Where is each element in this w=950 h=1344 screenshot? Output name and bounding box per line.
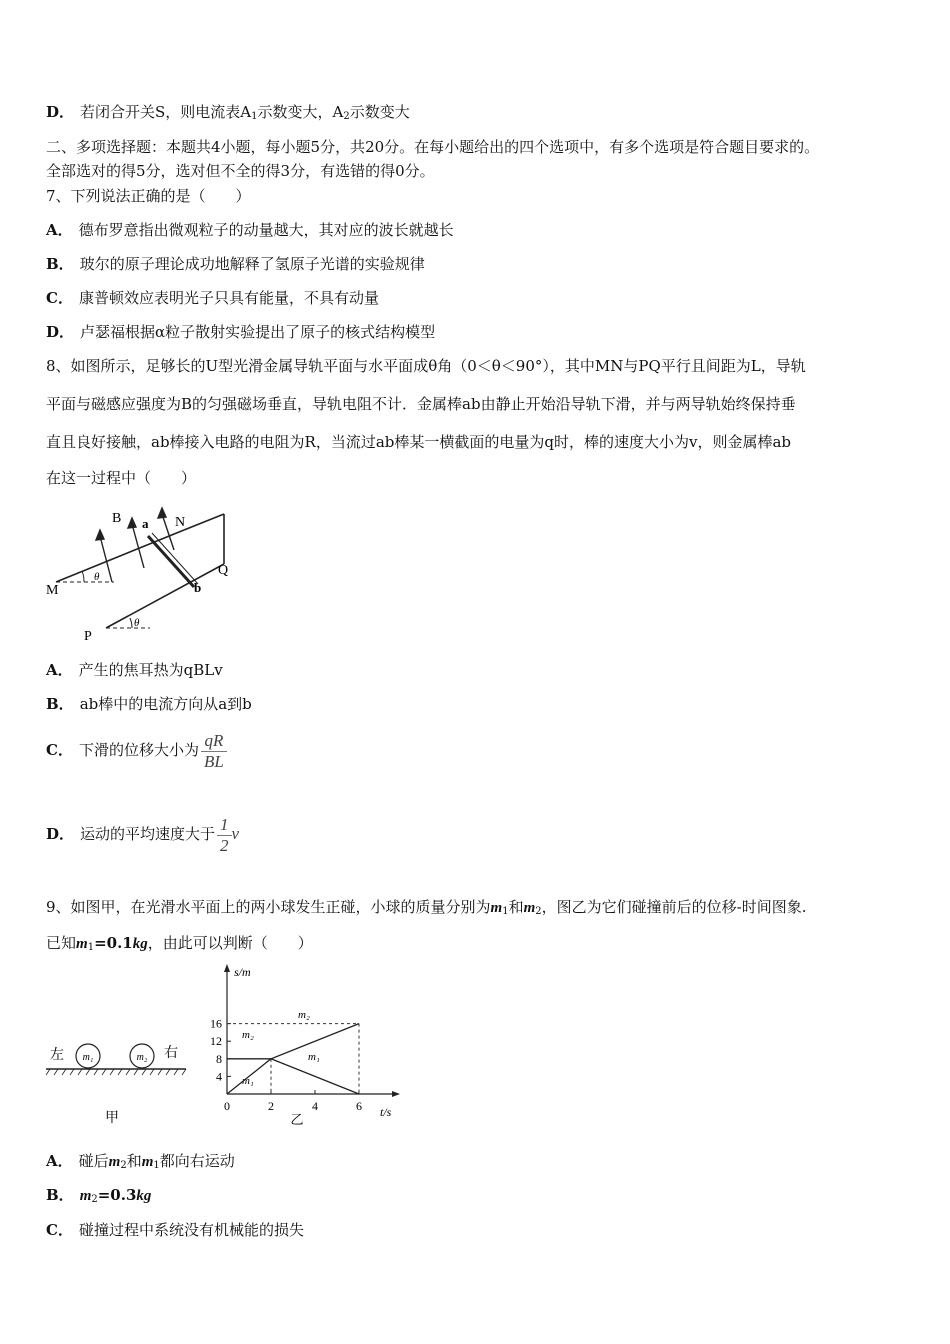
y-tick-label: 8 xyxy=(216,1051,222,1066)
mass-symbol: m xyxy=(108,1154,121,1170)
label-m: M xyxy=(46,583,59,598)
subscript: 1 xyxy=(87,942,95,953)
option-letter: C． xyxy=(46,741,73,759)
option-letter: A． xyxy=(46,1152,73,1170)
y-axis-label: s/m xyxy=(234,965,251,979)
x-tick-label: 0 xyxy=(224,1099,230,1113)
angle-arc-2 xyxy=(130,618,132,628)
caption-yi: 乙 xyxy=(290,1112,304,1127)
option-letter: B． xyxy=(46,1186,74,1204)
q7-option-a xyxy=(46,220,454,240)
mass-symbol: m xyxy=(76,936,88,952)
x-tick-label: 6 xyxy=(356,1099,362,1113)
caption-jia: 甲 xyxy=(105,1111,119,1125)
q8-option-d xyxy=(46,812,239,856)
q9-option-c xyxy=(46,1220,304,1240)
option-letter: C． xyxy=(46,1221,73,1239)
rail-pq xyxy=(106,564,224,628)
subscript: 2 xyxy=(343,111,350,122)
q9-st-chart xyxy=(200,962,410,1130)
stem-text: 9、如图甲，在光滑水平面上的两小球发生正碰，小球的质量分别为 xyxy=(46,898,491,916)
option-text: 示数变大，A xyxy=(257,103,344,121)
m1-after-label: m₁ xyxy=(308,1051,320,1063)
q8-stem-line3: 直且良好接触，ab棒接入电路的电阻为R，当流过ab棒某一横截面的电量为q时，棒的速度大小为v，则金属棒ab xyxy=(46,433,792,451)
label-p: P xyxy=(84,629,92,644)
subscript: 2 xyxy=(120,1160,127,1171)
option-text: 玻尔的原子理论成功地解释了氢原子光谱的实验规律 xyxy=(79,255,425,273)
x-axis-arrow xyxy=(392,1091,400,1097)
option-letter: D． xyxy=(46,825,75,843)
q9-option-a xyxy=(46,1151,235,1176)
option-letter: C． xyxy=(46,289,73,307)
option-text: 产生的焦耳热为qBLv xyxy=(78,661,223,679)
label-q: Q xyxy=(218,563,229,578)
fraction-denominator: BL xyxy=(203,751,224,771)
subscript: 2 xyxy=(91,1194,98,1205)
label-b-end: b xyxy=(194,580,202,595)
option-text: 若闭合开关S，则电流表A xyxy=(80,103,252,121)
section-heading-line2: 全部选对的得5分，选对但不全的得3分，有选错的得0分。 xyxy=(46,162,435,180)
option-text: 康普顿效应表明光子只具有能量，不具有动量 xyxy=(78,289,379,307)
y-tick-label: 4 xyxy=(216,1069,222,1084)
option-letter: A． xyxy=(46,221,73,239)
option-letter: B． xyxy=(46,695,74,713)
q9-option-b xyxy=(46,1185,151,1210)
unit: kg xyxy=(132,936,148,952)
rod-ab-edge xyxy=(152,533,198,584)
q7-option-b xyxy=(46,254,425,274)
label-n: N xyxy=(175,515,186,530)
q8-stem-line4: 在这一过程中（ ） xyxy=(46,469,197,487)
q8-option-b xyxy=(46,694,252,714)
option-letter: A． xyxy=(46,661,73,679)
fraction-denominator: 2 xyxy=(220,835,229,855)
mass-symbol: m xyxy=(490,900,503,916)
option-text: 和 xyxy=(126,1152,142,1170)
option-text: 卢瑟福根据α粒子散射实验提出了原子的核式结构模型 xyxy=(80,323,436,341)
stem-text: 已知 xyxy=(46,934,77,952)
mass-symbol: m xyxy=(141,1154,154,1170)
subscript: 1 xyxy=(502,906,509,917)
option-text: 碰撞过程中系统没有机械能的损失 xyxy=(78,1221,304,1239)
section-heading-line1: 二、多项选择题：本题共4小题，每小题5分，共20分。在每小题给出的四个选项中，有多个选项是符合题目要求的。 xyxy=(46,138,820,156)
fraction-one-half xyxy=(217,815,232,856)
option-text: 运动的平均速度大于 xyxy=(80,825,216,843)
stem-text: 和 xyxy=(508,898,524,916)
q8-rail-figure xyxy=(44,500,244,648)
mass-symbol: m xyxy=(79,1188,92,1204)
m2-after-label: m₂ xyxy=(298,1009,310,1021)
x-tick-label: 4 xyxy=(312,1099,318,1113)
angle-arc-1 xyxy=(82,571,84,582)
q8-option-c xyxy=(46,728,227,772)
label-theta-1: θ xyxy=(94,571,100,583)
stem-text: ，由此可以判断（ ） xyxy=(147,934,313,952)
q8-stem-line2: 平面与磁感应强度为B的匀强磁场垂直，导轨电阻不计．金属棒ab由静止开始沿导轨下滑，并与两导轨始终保持垂 xyxy=(46,395,796,413)
rail-mn-end xyxy=(184,514,224,530)
y-axis-arrow xyxy=(224,964,230,972)
option-text: 都向右运动 xyxy=(159,1152,235,1170)
label-right: 右 xyxy=(164,1046,178,1061)
m1-before-label: m₁ xyxy=(242,1075,254,1087)
q9-stem-line2 xyxy=(46,933,313,958)
subscript: 1 xyxy=(251,111,258,122)
q8-option-a xyxy=(46,660,223,680)
mass-value: =0.3 xyxy=(97,1186,137,1204)
q6-option-d xyxy=(46,102,410,127)
option-letter: D． xyxy=(46,103,75,121)
fraction-numerator: 1 xyxy=(217,815,232,836)
ground-hatch xyxy=(46,1069,186,1075)
q7-stem: 7、下列说法正确的是（ ） xyxy=(46,187,251,205)
q7-option-c xyxy=(46,288,379,308)
subscript: 1 xyxy=(153,1160,160,1171)
x-tick-label: 2 xyxy=(268,1099,274,1113)
option-text: ab棒中的电流方向从a到b xyxy=(79,695,252,713)
option-text: 德布罗意指出微观粒子的动量越大，其对应的波长就越长 xyxy=(78,221,454,239)
option-text: 示数变大 xyxy=(349,103,410,121)
mass-symbol: m xyxy=(523,900,536,916)
label-b-field: B xyxy=(112,511,122,526)
mass-value: =0.1 xyxy=(94,934,133,952)
q9-figure-jia xyxy=(44,1035,190,1125)
velocity-symbol: v xyxy=(231,824,240,843)
x-axis-label: t/s xyxy=(380,1105,392,1119)
option-text: 碰后 xyxy=(78,1152,109,1170)
unit: kg xyxy=(136,1188,152,1204)
ball-m2-label: m₂ xyxy=(136,1052,148,1063)
q8-stem-line1: 8、如图所示，足够长的U型光滑金属导轨平面与水平面成θ角（0＜θ＜90°），其中MN与PQ平行且间距为L，导轨 xyxy=(46,357,806,375)
q9-stem-line1 xyxy=(46,897,807,922)
fraction-qr-bl xyxy=(201,731,227,772)
label-theta-2: θ xyxy=(134,617,140,629)
rod-ab xyxy=(148,536,194,587)
m2-before-label: m₂ xyxy=(242,1029,254,1041)
option-text: 下滑的位移大小为 xyxy=(78,741,199,759)
option-letter: D． xyxy=(46,323,75,341)
y-tick-label: 16 xyxy=(210,1016,222,1031)
stem-text: ，图乙为它们碰撞前后的位移-时间图象. xyxy=(541,898,807,916)
q7-option-d xyxy=(46,322,435,342)
option-letter: B． xyxy=(46,255,74,273)
y-tick-label: 12 xyxy=(210,1034,222,1049)
subscript: 2 xyxy=(535,906,542,917)
ball-m1-label: m₁ xyxy=(82,1052,94,1063)
label-left: 左 xyxy=(50,1048,64,1063)
fraction-numerator: qR xyxy=(201,731,227,752)
label-a: a xyxy=(142,516,149,531)
